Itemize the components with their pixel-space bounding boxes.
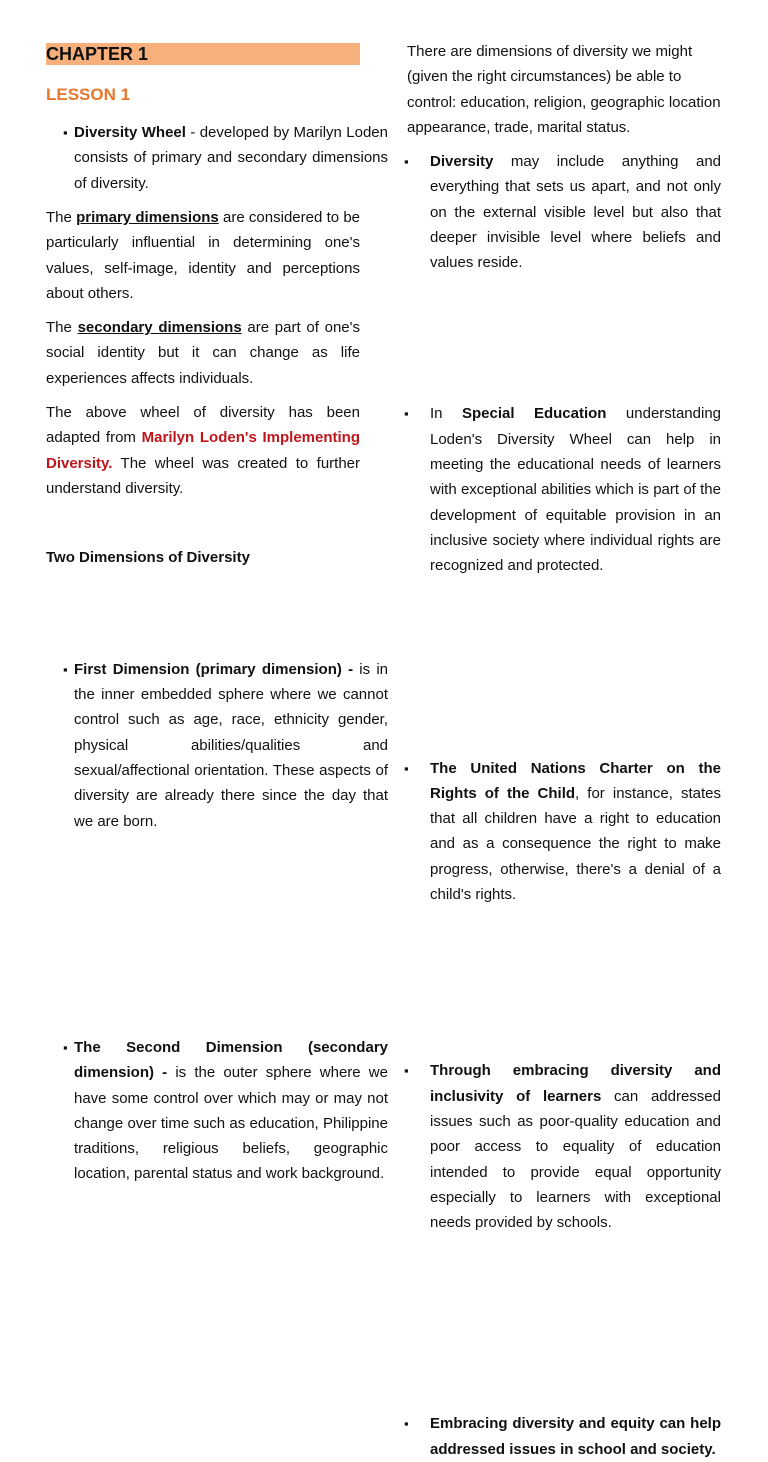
bullet-term: Diversity Wheel: [74, 124, 186, 141]
bullet-term: Diversity: [430, 153, 494, 170]
bullet-text: , for instance, states that all children have a right to education and as a consequence the right to make progress, otherwise, there's a denial of a child's rights.: [430, 784, 721, 904]
bullet-text: may include anything and everything that sets us apart, and not only on the external visible level but also that deeper invisible level where beliefs and values reside.: [430, 153, 721, 272]
para-text: are part of one's social identity but it can change as life experiences affects individuals.: [46, 319, 360, 387]
bullet-text: understanding Loden's Diversity Wheel can help in meeting the educational needs of learners with exceptional abilities which is part of the development of equitable provision in an inclusive society where individual rights are recognized and protected.: [430, 405, 721, 575]
un-charter-bullet: [404, 756, 721, 908]
diversity-bullet: [404, 149, 721, 275]
bullet-pre: In: [430, 405, 462, 423]
bullet-marker: ▪: [404, 1416, 409, 1432]
lesson-heading: LESSON 1: [46, 85, 131, 104]
bullet-text: - developed by Marilyn Loden consists of primary and secondary dimensions of diversity.: [74, 124, 388, 192]
para-pre: The: [46, 319, 78, 336]
para-text: are considered to be particularly influential in determining one's values, self-image, identity and perceptions about others.: [46, 209, 361, 302]
secondary-dimensions-term: secondary dimensions: [77, 319, 242, 336]
bullet-marker: ▪: [63, 125, 68, 140]
bullet-text: is the outer sphere where we have some control over which may or may not change over time such as education, Philippine traditions, religious beliefs, geographic location, parental status and work background.: [74, 1064, 388, 1183]
bullet-term: First Dimension (primary dimension) -: [74, 660, 354, 678]
source-citation: Marilyn Loden's Implementing Diversity.: [46, 429, 361, 472]
two-dimensions-heading: Two Dimensions of Diversity: [46, 549, 250, 566]
bullet-marker: ▪: [63, 661, 68, 677]
bullet-term: The United Nations Charter on the Rights of the Child: [430, 759, 721, 802]
intro-text: There are dimensions of diversity we might (given the right circumstances) be able to control: education, religion, geographic location appearance, trade, marital status.: [407, 43, 721, 136]
bullet-text: can addressed issues such as poor-quality education and poor access to equality of education intended to provide equal opportunity especially to learners with exceptional needs provided by schools.: [430, 1087, 721, 1232]
bullet-term: The Second Dimension (secondary dimension) -: [74, 1038, 388, 1082]
first-dimension-bullet: [46, 657, 388, 834]
left-column: [46, 0, 388, 1183]
secondary-dimensions-paragraph: [46, 315, 360, 391]
bullet-term: Through embracing diversity and inclusivity of learners: [430, 1062, 721, 1105]
intro-paragraph: [407, 39, 721, 140]
special-education-bullet: [404, 401, 721, 578]
adapted-paragraph: [46, 400, 360, 501]
diversity-wheel-bullet: [46, 120, 388, 196]
embracing-equity-bullet: [404, 1411, 721, 1462]
bullet-marker: ▪: [404, 1063, 409, 1079]
primary-dimensions-paragraph: [46, 205, 360, 306]
embracing-inclusivity-bullet: [404, 1058, 721, 1235]
bullet-term: Embracing diversity and equity can help addressed issues in school and society.: [430, 1415, 721, 1458]
bullet-marker: ▪: [404, 406, 409, 422]
para-text: The wheel was created to further understand diversity.: [46, 454, 360, 497]
para-pre: The above wheel of diversity has been adapted from: [46, 404, 360, 447]
bullet-term: Special Education: [461, 405, 607, 423]
para-pre: The: [46, 209, 77, 226]
second-dimension-bullet: [46, 1035, 388, 1187]
chapter-heading: CHAPTER 1: [46, 43, 360, 65]
bullet-text: is in the inner embedded sphere where we cannot control such as age, race, ethnicity gender, physical abilities/qualities and sexual/affectional orientation. These aspects of diversity are already there since the day that we are born.: [74, 660, 388, 830]
right-column: [404, 0, 721, 1458]
primary-dimensions-term: primary dimensions: [76, 209, 219, 226]
bullet-marker: ▪: [63, 1039, 68, 1055]
bullet-marker: ▪: [404, 154, 409, 169]
bullet-marker: ▪: [404, 760, 409, 776]
